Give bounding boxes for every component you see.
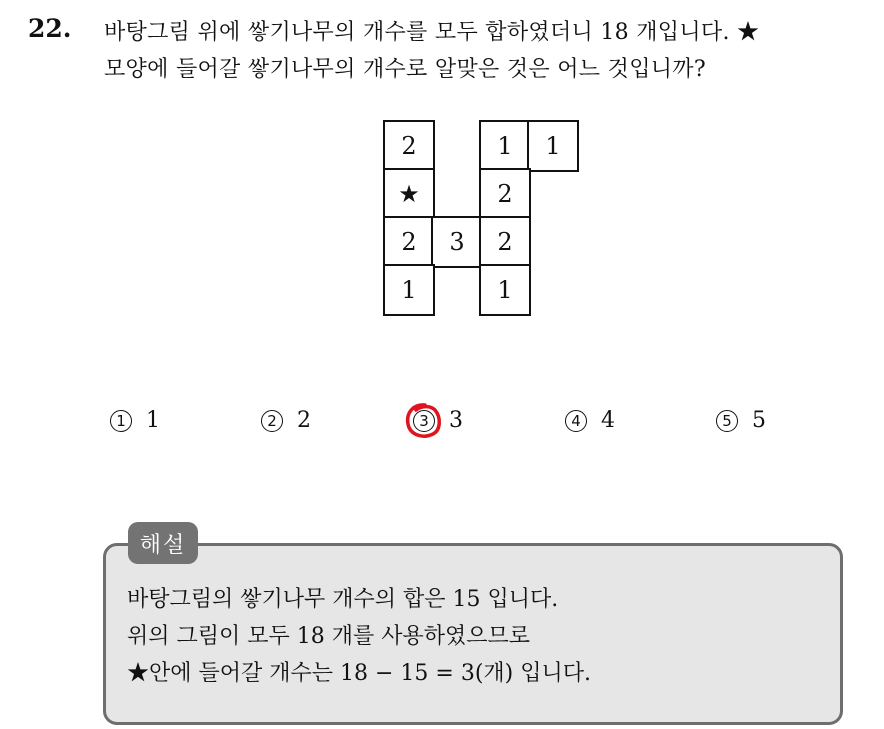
choice-value: 3 (449, 408, 463, 433)
grid-cell: 2 (479, 168, 531, 220)
block-plan-grid (383, 120, 583, 320)
choice-marker: 3 (413, 410, 435, 432)
grid-cell: 1 (527, 120, 579, 172)
choice-4[interactable] (565, 408, 615, 433)
choice-1[interactable] (110, 408, 160, 433)
choice-value: 5 (752, 408, 766, 433)
choice-marker: 4 (565, 410, 587, 432)
choice-value: 2 (297, 408, 311, 433)
grid-cell: 2 (383, 216, 435, 268)
choice-5[interactable] (716, 408, 766, 433)
grid-cell: 2 (383, 120, 435, 172)
choice-value: 1 (146, 408, 160, 433)
grid-cell: ★ (383, 168, 435, 220)
grid-cell: 1 (479, 264, 531, 316)
grid-cell: 1 (479, 120, 531, 172)
choice-2[interactable] (261, 408, 311, 433)
explanation-line-1: 바탕그림의 쌓기나무 개수의 합은 15 입니다. (127, 587, 559, 612)
answer-circle-mark (403, 401, 443, 441)
explanation-line-3: ★안에 들어갈 개수는 18 − 15 = 3(개) 입니다. (127, 661, 591, 686)
explanation-line-2: 위의 그림이 모두 18 개를 사용하였으므로 (127, 624, 530, 649)
choice-marker: 1 (110, 410, 132, 432)
explanation-tag: 해설 (128, 522, 198, 564)
question-number: 22. (28, 14, 72, 43)
question-text-line-1: 바탕그림 위에 쌓기나무의 개수를 모두 합하였더니 18 개입니다. ★ (104, 20, 760, 45)
grid-cell: 1 (383, 264, 435, 316)
choice-marker: 2 (261, 410, 283, 432)
choice-value: 4 (601, 408, 615, 433)
choice-marker: 5 (716, 410, 738, 432)
grid-cell: 2 (479, 216, 531, 268)
question-text-line-2: 모양에 들어갈 쌓기나무의 개수로 알맞은 것은 어느 것입니까? (104, 57, 706, 82)
grid-cell: 3 (431, 216, 483, 268)
